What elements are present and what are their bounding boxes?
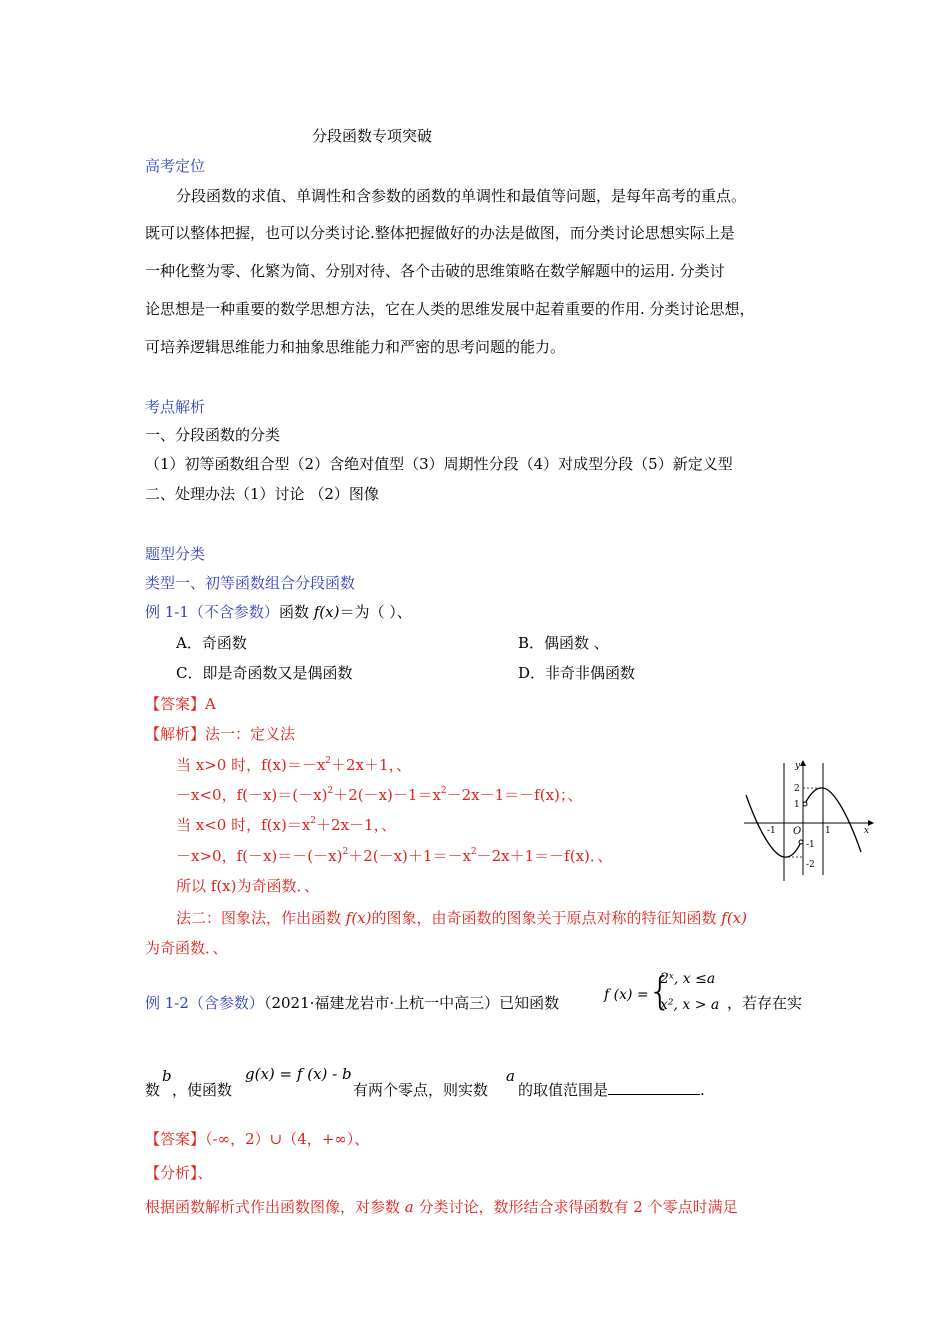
option-b: B．偶函数 、: [518, 634, 609, 652]
list-line: 二、处理办法（1）讨论 （2）图像: [145, 485, 379, 503]
analysis-line: 根据函数解析式作出函数图像，对参数 a 分类讨论，数形结合求得函数有 2 个零点时满足: [145, 1198, 738, 1216]
doc-title: 分段函数专项突破: [312, 127, 433, 145]
tick-label: 1: [825, 826, 831, 836]
solution-line: －x>0，$f(-x)=-(-x)^2+2(-x)+1=-x^2-2x+1=-f(x)$．、: [176, 847, 613, 865]
analysis-line: 【解析】法一：定义法: [145, 725, 296, 743]
stem-tail: ，若存在实: [727, 994, 803, 1012]
gx: g(x) = f (x) - b: [245, 1065, 352, 1083]
solution-line: 当 x<0 时，$f(x)=x^2+2x-1$，、: [176, 816, 397, 834]
x-label: x: [864, 826, 870, 836]
tick-label: -2: [806, 860, 815, 870]
example-1-2-stem: 例 1-2（含参数）（2021·福建龙岩市·上杭一中高三）已知函数: [145, 994, 560, 1012]
para-line: 既可以整体把握，也可以分类讨论.整体把握做好的办法是做图，而分类讨论思想实际上是: [145, 224, 735, 242]
example-label: 例 1-2（含参数）: [145, 994, 264, 1012]
solution-line: 所以 f(x)为奇函数．、: [176, 877, 319, 895]
para-line: 可培养逻辑思维能力和抽象思维能力和严密的思考问题的能力。: [145, 338, 566, 356]
list-line: （1）初等函数组合型（2）含绝对值型（3）周期性分段（4）对成型分段（5）新定义型: [145, 455, 733, 473]
y-label: y: [795, 761, 801, 771]
example-1-2-line2: 数: [145, 1081, 161, 1099]
tick-label: 2: [794, 784, 800, 794]
open-point: [803, 802, 807, 806]
analysis-tag: 【分析】、: [145, 1164, 213, 1182]
example-1-2-line2: 的取值范围是 .: [518, 1081, 705, 1099]
example-1-1-stem: 例 1-1（不含参数）函数 f(x)＝为（ ）、: [145, 603, 412, 621]
tick-label: -1: [767, 826, 776, 836]
para-line: 一种化整为零、化繁为简、分别对待、各个击破的思维策略在数学解题中的运用. 分类讨: [145, 262, 725, 280]
function-graph: [740, 757, 880, 882]
var-b: b: [162, 1067, 172, 1085]
list-line: 一、分段函数的分类: [145, 426, 281, 444]
example-1-2-line2: ，使函数: [172, 1081, 233, 1099]
option-d: D．非奇非偶函数: [518, 664, 636, 682]
tick-label: -1: [806, 840, 815, 850]
section-heading-kaodian: 考点解析: [145, 398, 206, 416]
method2-line: 为奇函数．、: [145, 939, 228, 957]
piecewise-brace: {: [648, 969, 673, 1013]
option-a: A．奇函数: [176, 634, 247, 652]
type1-heading: 类型一、初等函数组合分段函数: [145, 574, 356, 592]
example-label: 例 1-1（不含参数）: [145, 603, 279, 621]
answer-blank: [608, 1080, 700, 1095]
section-heading-gaokao: 高考定位: [145, 157, 206, 175]
piecewise-fx: f (x) =: [604, 987, 649, 1003]
tick-label: 1: [794, 800, 800, 810]
piecewise-case-1: 2ˣ, x ≤a: [660, 971, 716, 987]
y-axis-arrow: [800, 760, 806, 766]
open-point: [799, 840, 803, 844]
solution-line: －x<0，$f(-x)=(-x)^2+2(-x)-1=x^2-2x-1=-f(x)$；、: [176, 786, 583, 804]
answer-line: 【答案】（-∞，2）∪（4，+∞）、: [145, 1130, 370, 1148]
example-1-2-line2: 有两个零点，则实数: [353, 1081, 489, 1099]
fx: f(x): [313, 603, 340, 621]
var-a: a: [506, 1067, 515, 1085]
option-c: C．即是奇函数又是偶函数: [176, 664, 353, 682]
piecewise-case-2: x², x > a: [660, 997, 720, 1013]
origin-label: O: [793, 826, 802, 837]
para-line: 分段函数的求值、单调性和含参数的函数的单调性和最值等问题，是每年高考的重点。: [176, 187, 747, 205]
para-line: 论思想是一种重要的数学思想方法，它在人类的思维发展中起着重要的作用. 分类讨论思想，: [145, 300, 755, 318]
section-heading-tixing: 题型分类: [145, 545, 206, 563]
answer-line: 【答案】A: [145, 695, 216, 713]
method2-line: 法二：图象法，作出函数 f(x)的图象，由奇函数的图象关于原点对称的特征知函数 f(x): [176, 909, 747, 927]
solution-line: 当 x>0 时，$f(x)=-x^2+2x+1$，、: [176, 756, 412, 774]
